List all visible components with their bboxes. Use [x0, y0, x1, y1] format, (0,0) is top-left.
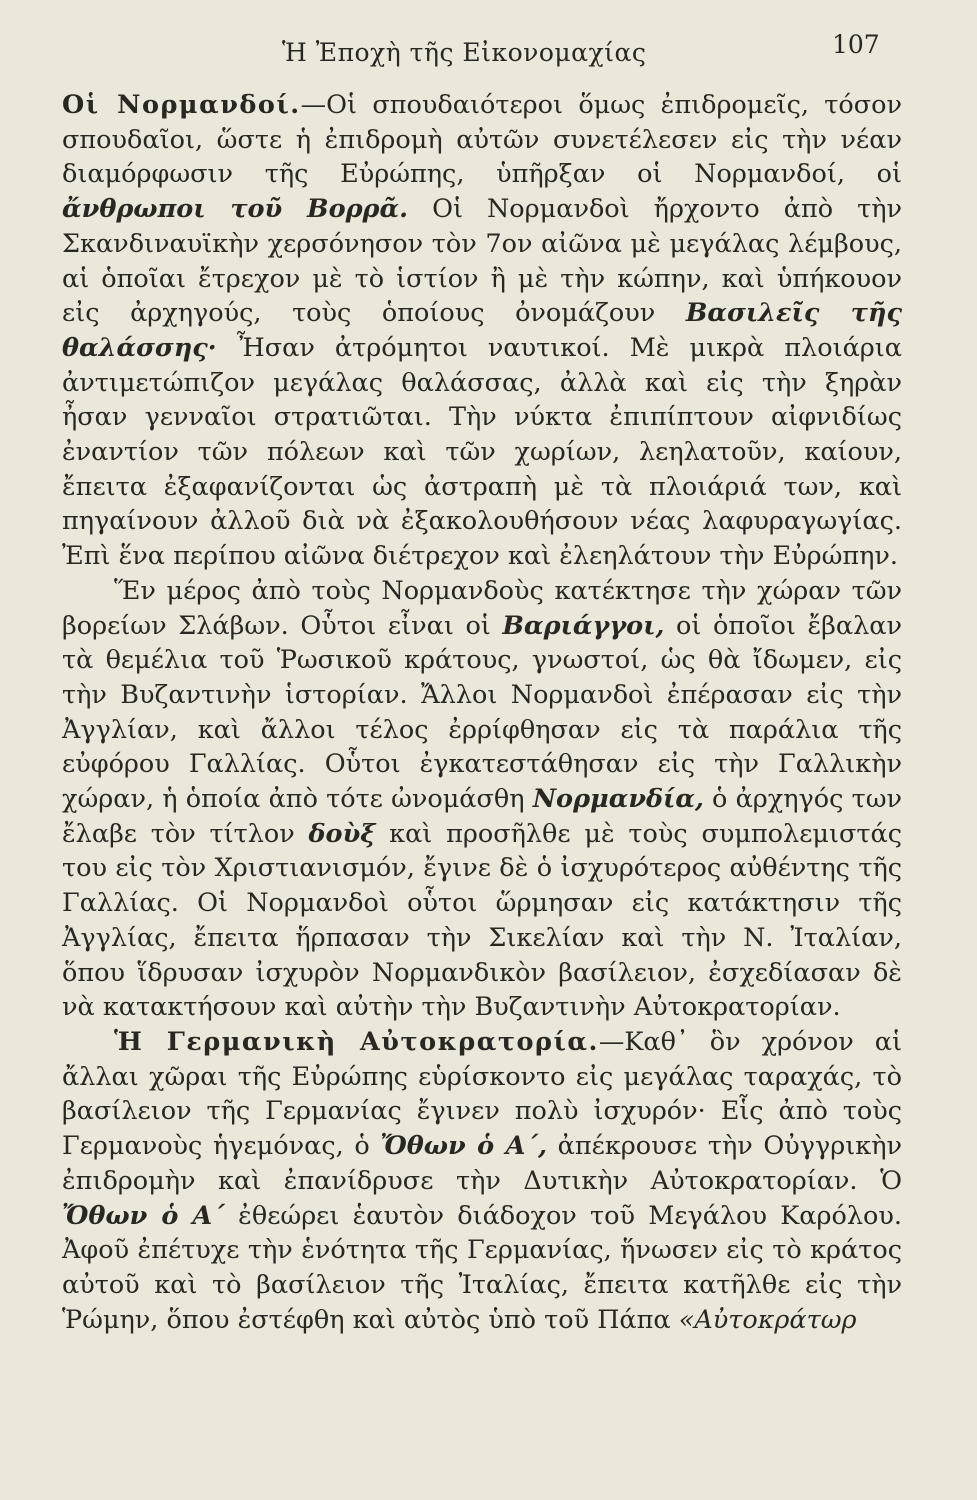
running-title: Ἡ Ἐποχὴ τῆς Εἰκονομαχίας — [282, 38, 647, 67]
emphasis: Νορμανδία, — [532, 784, 704, 815]
paragraph-varangians — [62, 574, 902, 1025]
text-segment: οἱ ὁποῖοι ἔβαλαν τὰ θεμέλια τοῦ Ῥωσικοῦ κράτους, γνωστοί, ὡς θὰ ἴδωμεν, εἰς τὴν Βυζαντινὴν ἱστορίαν. Ἄλλοι Νορμανδοὶ ἐπέρασαν εἰς τὴν Ἀγγλίαν, καὶ ἄλλοι τέλος ἐρρίφθησαν εἰς τὰ παράλια τῆς εὐφόρου Γαλλίας. Οὗτοι ἐγκατεστάθησαν εἰς τὴν Γαλλικὴν χώραν, ἡ ὁποία ἀπὸ τότε ὠνομάσθη — [62, 610, 902, 815]
text-segment: —Οἱ σπουδαιότεροι ὅμως ἐπιδρομεῖς, τόσον σπουδαῖοι, ὥστε ἡ ἐπιδρομὴ αὐτῶν συνετέλεσεν εἰς τὴν νέαν διαμόρφωσιν τῆς Εὐρώπης, ὑπῆρξαν οἱ Νορμανδοί, οἱ — [62, 90, 902, 190]
emphasis-italic: «Αὐτοκράτωρ — [678, 1304, 857, 1335]
text-segment: ἀπέκρουσε τὴν Οὐγγρικὴν ἐπιδρομὴν καὶ ἐπανίδρυσε τὴν Δυτικὴν Αὐτοκρατορίαν. Ὁ — [62, 1131, 902, 1196]
emphasis: δοὺξ — [308, 818, 376, 849]
text-segment: Οἱ Νορμανδοὶ ἤρχοντο ἀπὸ τὴν Σκανδιναυϊκὴν χερσόνησον τὸν 7ον αἰῶνα μὲ μεγάλας λέμβους, αἱ ὁποῖαι ἔτρεχον μὲ τὸ ἱστίον ἢ μὲ τὴν κώπην, καὶ ὑπήκουον εἰς ἀρχηγούς, τοὺς ὁποίους ὀνομάζουν — [62, 194, 903, 329]
page-number: 107 — [832, 30, 880, 59]
text-segment: Ἦσαν ἀτρόμητοι ναυτικοί. Μὲ μικρὰ πλοιάρια ἀντιμετώπιζον μεγάλας θαλάσσας, ἀλλὰ καὶ εἰς τὴν ξηρὰν ἦσαν γενναῖοι στρατιῶται. Τὴν νύκτα ἐπιπίπτουν αἰφνιδίως ἐναντίον τῶν πόλεων καὶ τῶν χωρίων, λεηλατοῦν, καίουν, ἔπειτα ἐξαφανίζονται ὡς ἀστραπὴ μὲ τὰ πλοιάριά των, καὶ πηγαίνουν ἀλλοῦ διὰ νὰ ἐξακολουθήσουν νέας λαφυραγωγίας. Ἐπὶ ἕνα περίπου αἰῶνα διέτρεχον καὶ ἐλεηλάτουν τὴν Εὐρώπην. — [62, 332, 902, 572]
emphasis: Ὄθων ὁ Α´, — [380, 1131, 547, 1162]
emphasis: Ὄθων ὁ Α´ — [62, 1200, 225, 1231]
paragraph-normans — [62, 88, 902, 574]
section-heading-normans: Οἱ Νορμανδοί. — [62, 90, 301, 120]
emphasis: Βασιλεῖς τῆς θαλάσσης· — [62, 298, 902, 363]
text-segment: ὁ ἀρχηγός των ἔλαβε τὸν τίτλον — [62, 784, 902, 849]
emphasis: Βαριάγγοι, — [502, 610, 665, 641]
text-segment: καὶ προσῆλθε μὲ τοὺς συμπολεμιστάς του εἰς τὸν Χριστιανισμόν, ἔγινε δὲ ὁ ἰσχυρότερος αὐθέντης τῆς Γαλλίας. Οἱ Νορμανδοὶ οὗτοι ὥρμησαν εἰς κατάκτησιν τῆς Ἀγγλίας, ἔπειτα ἥρπασαν τὴν Σικελίαν καὶ τὴν Ν. Ἰταλίαν, ὅπου ἵδρυσαν ἰσχυρὸν Νορμανδικὸν βασίλειον, ἐσχεδίασαν δὲ νὰ κατακτήσουν καὶ αὐτὴν τὴν Βυζαντινὴν Αὐτοκρατορίαν. — [62, 818, 902, 1023]
text-segment: —Καθ᾽ ὃν χρόνον αἱ ἄλλαι χῶραι τῆς Εὐρώπης εὑρίσκοντο εἰς μεγάλας ταραχάς, τὸ βασίλειον τῆς Γερμανίας ἔγινεν πολὺ ἰσχυρόν· Εἷς ἀπὸ τοὺς Γερμανοὺς ἡγεμόνας, ὁ — [62, 1026, 903, 1162]
section-heading-german-empire: Ἡ Γερμανικὴ Αὐτοκρατορία. — [114, 1026, 599, 1057]
text-segment: Ἕν μέρος ἀπὸ τοὺς Νορμανδοὺς κατέκτησε τὴν χώραν τῶν βορείων Σλάβων. Οὗτοι εἶναι οἱ — [62, 575, 902, 641]
body-text — [62, 88, 902, 1337]
text-segment: ἐθεώρει ἑαυτὸν διάδοχον τοῦ Μεγάλου Καρόλου. Ἀφοῦ ἐπέτυχε τὴν ἑνότητα τῆς Γερμανίας, ἥνωσεν εἰς τὸ κράτος αὐτοῦ καὶ τὸ βασίλειον τῆς Ἰταλίας, ἔπειτα κατῆλθε εἰς τὴν Ῥώμην, ὅπου ἐστέφθη καὶ αὐτὸς ὑπὸ τοῦ Πάπα — [62, 1200, 902, 1335]
page-header — [0, 30, 977, 74]
emphasis: ἄνθρωποι τοῦ Βορρᾶ. — [62, 194, 409, 225]
paragraph-german-empire — [62, 1025, 902, 1337]
